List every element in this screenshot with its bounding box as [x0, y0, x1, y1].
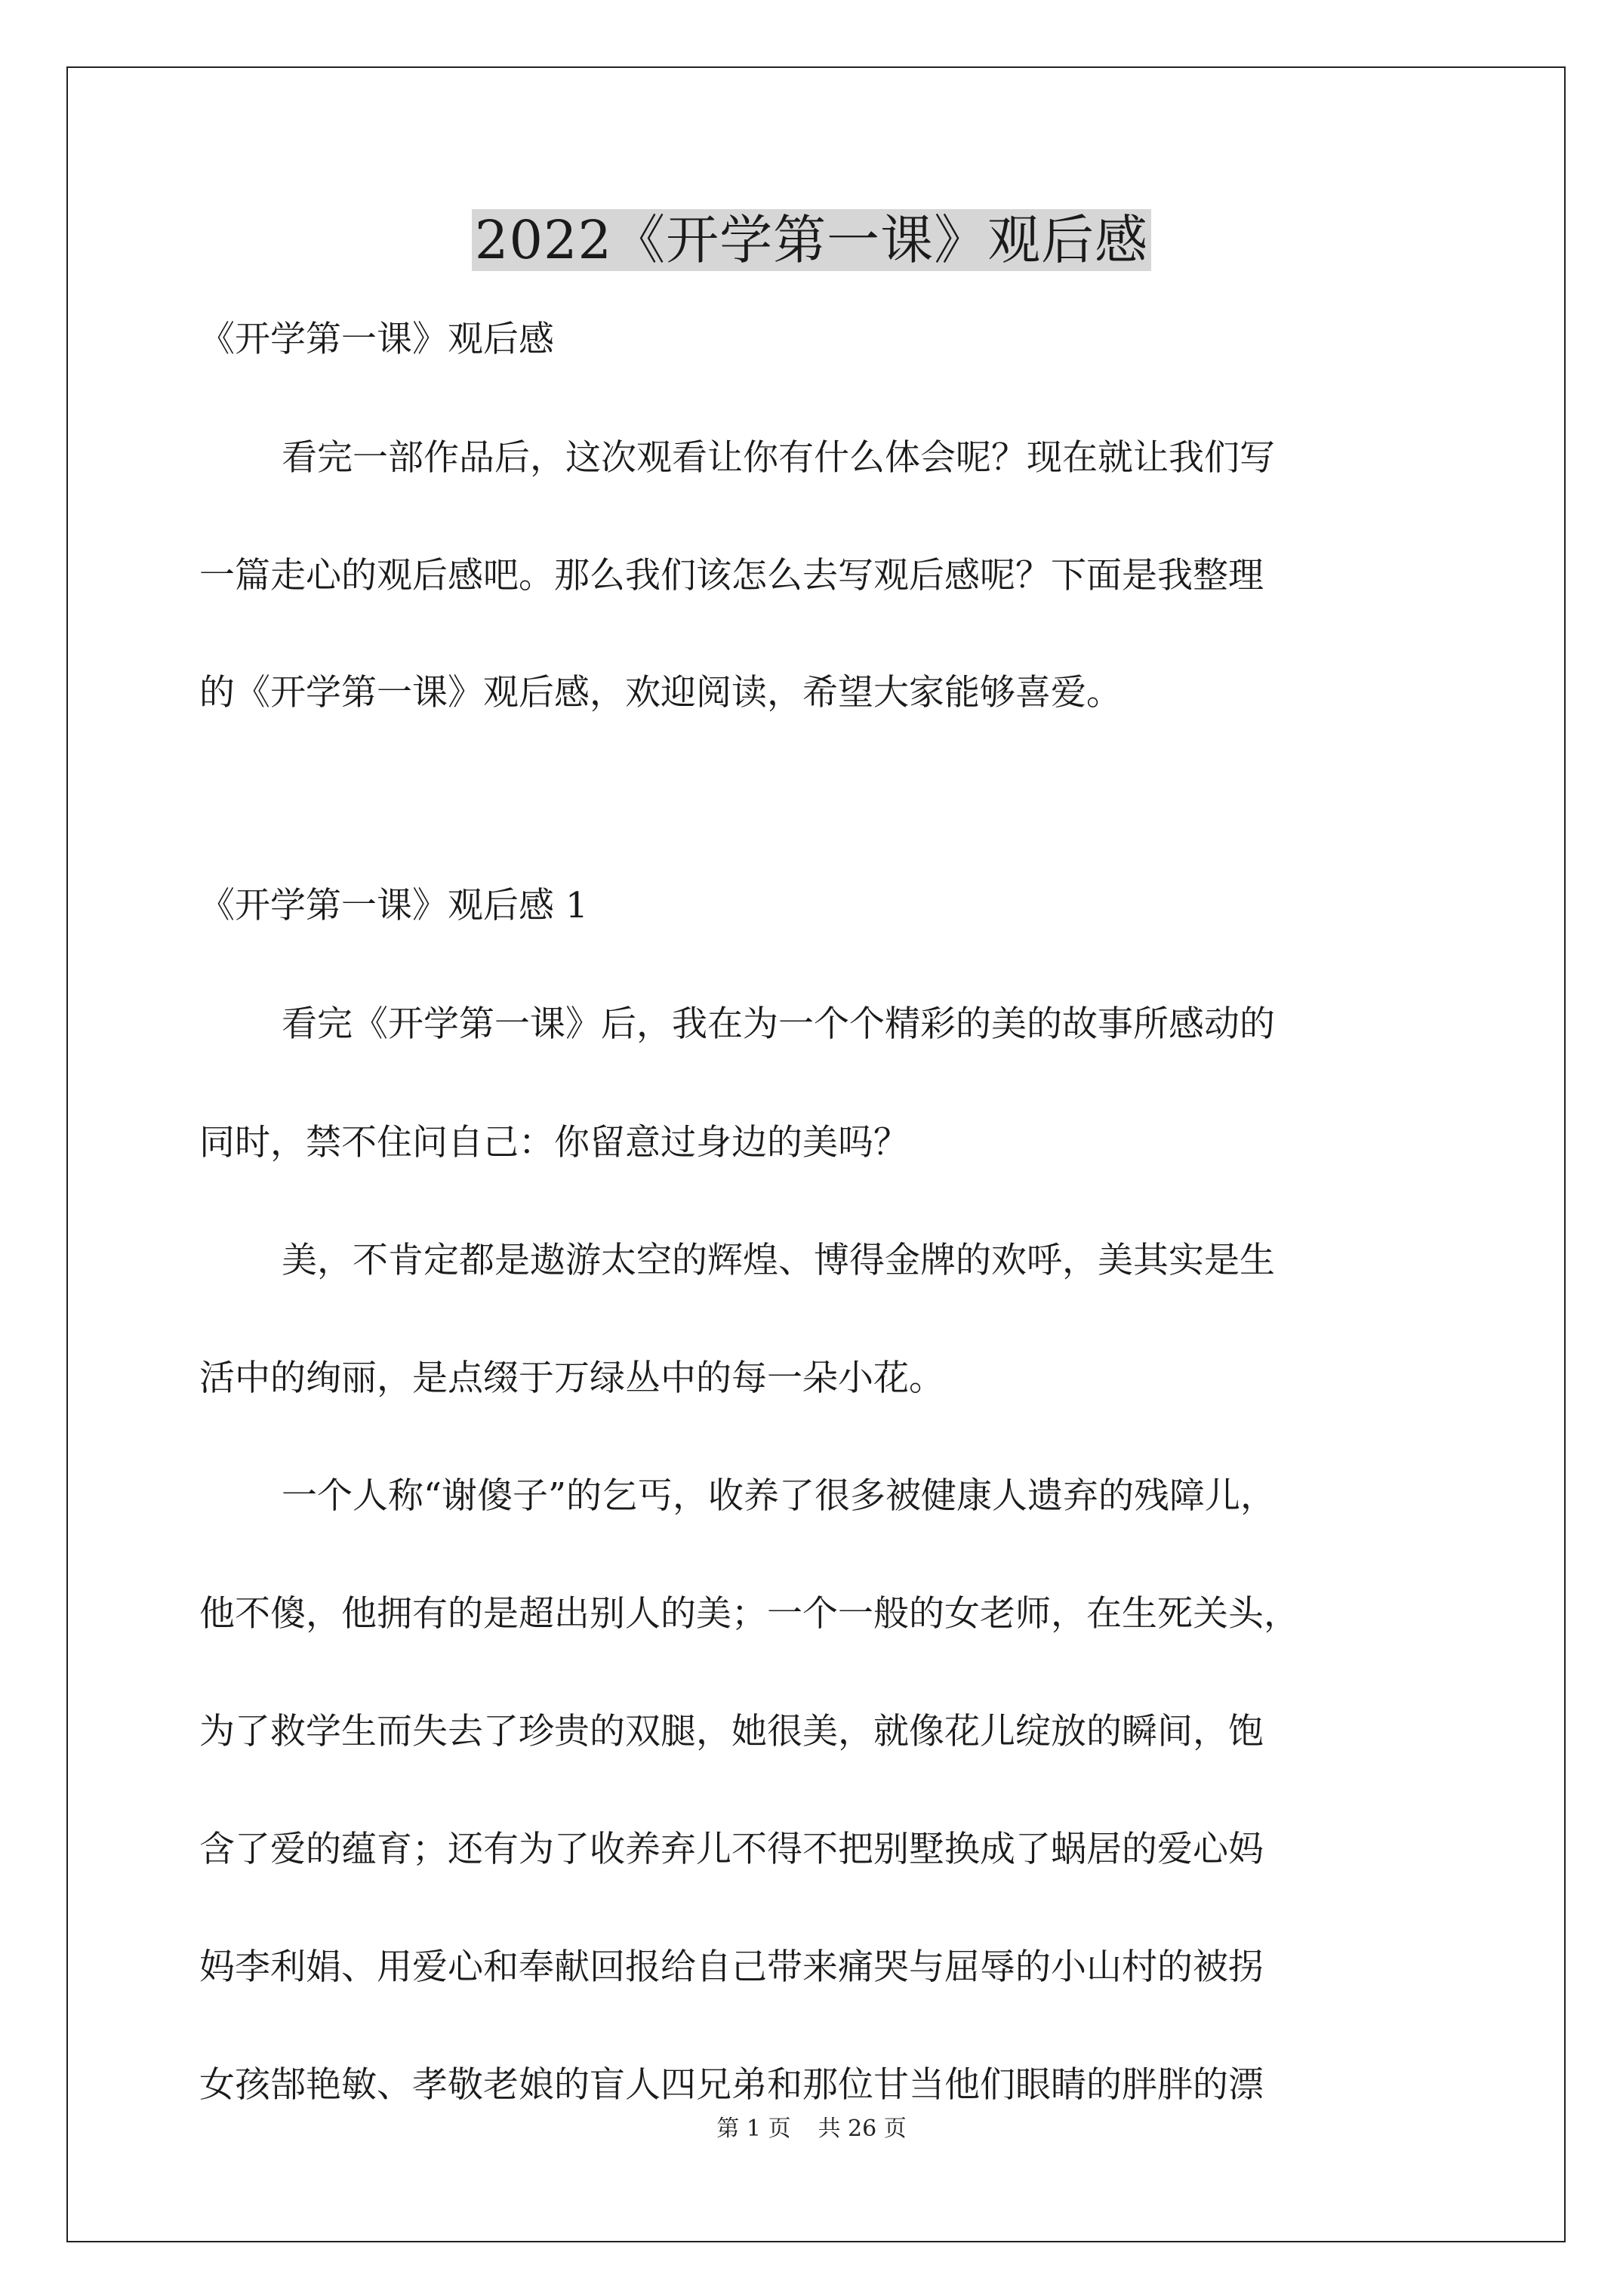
intro-line: 的《开学第一课》观后感，欢迎阅读，希望大家能够喜爱。 — [199, 672, 1122, 713]
intro-line: 一篇走心的观后感吧。那么我们该怎么去写观后感呢？下面是我整理 — [199, 555, 1264, 596]
document-title — [0, 204, 1623, 276]
paragraph-line: 活中的绚丽，是点缀于万绿丛中的每一朵小花。 — [199, 1358, 944, 1399]
paragraph-line: 为了救学生而失去了珍贵的双腿，她很美，就像花儿绽放的瞬间，饱 — [199, 1711, 1264, 1752]
paragraph-line: 女孩郜艳敏、孝敬老娘的盲人四兄弟和那位甘当他们眼睛的胖胖的漂 — [199, 2064, 1264, 2106]
page-number: 第 1 页 — [716, 2116, 791, 2142]
paragraph-line: 他不傻，他拥有的是超出别人的美；一个一般的女老师，在生死关头， — [199, 1593, 1299, 1635]
paragraph-line: 含了爱的蕴育；还有为了收养弃儿不得不把别墅换成了蜗居的爱心妈 — [199, 1829, 1264, 1870]
paragraph-line: 美，不肯定都是遨游太空的辉煌、博得金牌的欢呼，美其实是生 — [282, 1240, 1275, 1281]
intro-line: 看完一部作品后，这次观看让你有什么体会呢？现在就让我们写 — [282, 437, 1275, 479]
paragraph-line: 一个人称“谢傻子”的乞丐，收养了很多被健康人遗弃的残障儿， — [282, 1475, 1277, 1517]
page-footer — [0, 2114, 1623, 2144]
paragraph-line: 看完《开学第一课》后，我在为一个个精彩的美的故事所感动的 — [282, 1003, 1275, 1045]
paragraph-line: 妈李利娟、用爱心和奉献回报给自己带来痛哭与屈辱的小山村的被拐 — [199, 1946, 1264, 1988]
intro-heading: 《开学第一课》观后感 — [199, 319, 554, 360]
page-total: 共 26 页 — [818, 2116, 907, 2142]
section-heading: 《开学第一课》观后感 1 — [199, 885, 588, 926]
paragraph-line: 同时，禁不住问自己：你留意过身边的美吗？ — [199, 1122, 909, 1163]
title-text: 2022《开学第一课》观后感 — [472, 209, 1151, 271]
